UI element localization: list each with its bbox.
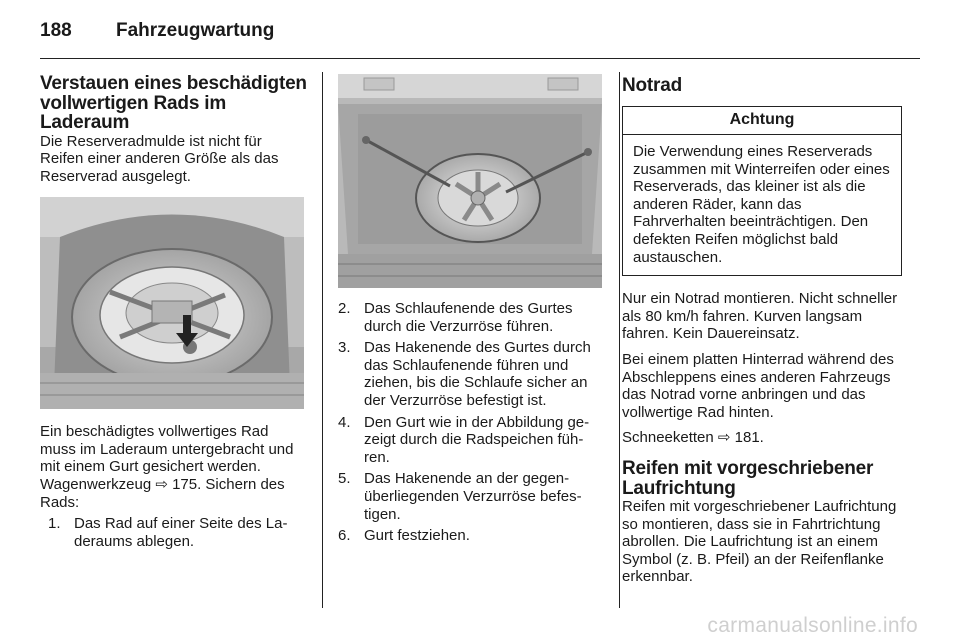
section-heading-directional-tyres: Reifen mit vorgeschriebener Laufrichtung bbox=[622, 458, 874, 499]
column-divider-right bbox=[619, 72, 620, 608]
step-number: 3. bbox=[338, 339, 351, 357]
warning-box bbox=[622, 106, 902, 277]
intro-paragraph: Die Reserveradmulde ist nicht für Reifen einer anderen Größe als das Reserverad ausgelegt. bbox=[40, 132, 279, 185]
list-item bbox=[338, 414, 604, 467]
step-number: 1. bbox=[48, 515, 61, 533]
step-text: Das Hakenende an der gegenüberliegenden Verzurröse befestigen. bbox=[364, 470, 582, 523]
wheel-strap-photo bbox=[338, 74, 602, 288]
list-item bbox=[338, 527, 604, 545]
column-2 bbox=[338, 74, 604, 545]
list-item bbox=[40, 515, 308, 550]
step-text: Das Hakenende des Gurtes durch das Schlaufenende führen und ziehen, bis die Schlaufe sicher an der Verzurröse befestigt ist. bbox=[364, 339, 591, 409]
step-number: 6. bbox=[338, 527, 351, 545]
header-rule bbox=[40, 58, 920, 59]
directional-tyres-paragraph: Reifen mit vorgeschriebener Laufrichtung so montieren, dass sie in Fahrtrichtung abrollen. Die Laufrichtung ist an einem Symbol (z. B. Pfeil) an der Reifenflanke erkennbar. bbox=[622, 498, 897, 586]
page-number: 188 bbox=[40, 20, 72, 41]
step-number: 5. bbox=[338, 470, 351, 488]
page-header bbox=[40, 20, 274, 42]
step-text: Das Rad auf einer Seite des Laderaums ablegen. bbox=[74, 515, 288, 550]
steps-list-2 bbox=[338, 300, 604, 545]
steps-list-1 bbox=[40, 515, 308, 550]
column-divider-left bbox=[322, 72, 323, 608]
spare-wheel-paragraph: Nur ein Notrad montieren. Nicht schneller als 80 km/h fahren. Kurven langsam fahren. Kein Dauereinsatz. bbox=[622, 290, 898, 343]
step-text: Das Schlaufenende des Gurtes durch die Verzurröse führen. bbox=[364, 300, 573, 335]
page-title: Fahrzeugwartung bbox=[116, 20, 275, 41]
column-1 bbox=[40, 74, 308, 550]
list-item bbox=[338, 300, 604, 335]
column-3 bbox=[622, 74, 902, 586]
warning-text: Die Verwendung eines Reserverads zusammen mit Winterreifen oder eines Reserverads, das kleiner ist als die anderen Räder, kann das Fahrverhalten beeinträchtigen. Den defekten Reifen möglichst bald austauschen. bbox=[633, 143, 890, 266]
step-number: 4. bbox=[338, 413, 351, 431]
spare-wheel-well-photo bbox=[40, 197, 304, 409]
section-heading-spare-wheel: Notrad bbox=[622, 75, 683, 96]
step-number: 2. bbox=[338, 300, 351, 317]
storage-paragraph: Ein beschädigtes vollwertiges Rad muss im Laderaum untergebracht und mit einem Gurt gesichert werden. Wagenwerkzeug ⇨ 175. Sichern des Rads: bbox=[40, 423, 294, 511]
step-text: Den Gurt wie in der Abbildung gezeigt durch die Radspeichen führen. bbox=[364, 413, 590, 466]
step-text: Gurt festziehen. bbox=[364, 527, 470, 545]
list-item bbox=[338, 339, 604, 409]
towing-paragraph: Bei einem platten Hinterrad während des Abschleppens eines anderen Fahrzeugs das Notrad vorne anbringen und das vollwertige Rad hinten. bbox=[622, 351, 894, 421]
warning-title: Achtung bbox=[623, 107, 901, 136]
snow-chains-paragraph: Schneeketten ⇨ 181. bbox=[622, 429, 764, 447]
list-item bbox=[338, 470, 604, 523]
section-heading-damaged-wheel: Verstauen eines beschädigten vollwertigen Rads im Laderaum bbox=[40, 73, 307, 133]
watermark: carmanualsonline.info bbox=[707, 614, 918, 637]
